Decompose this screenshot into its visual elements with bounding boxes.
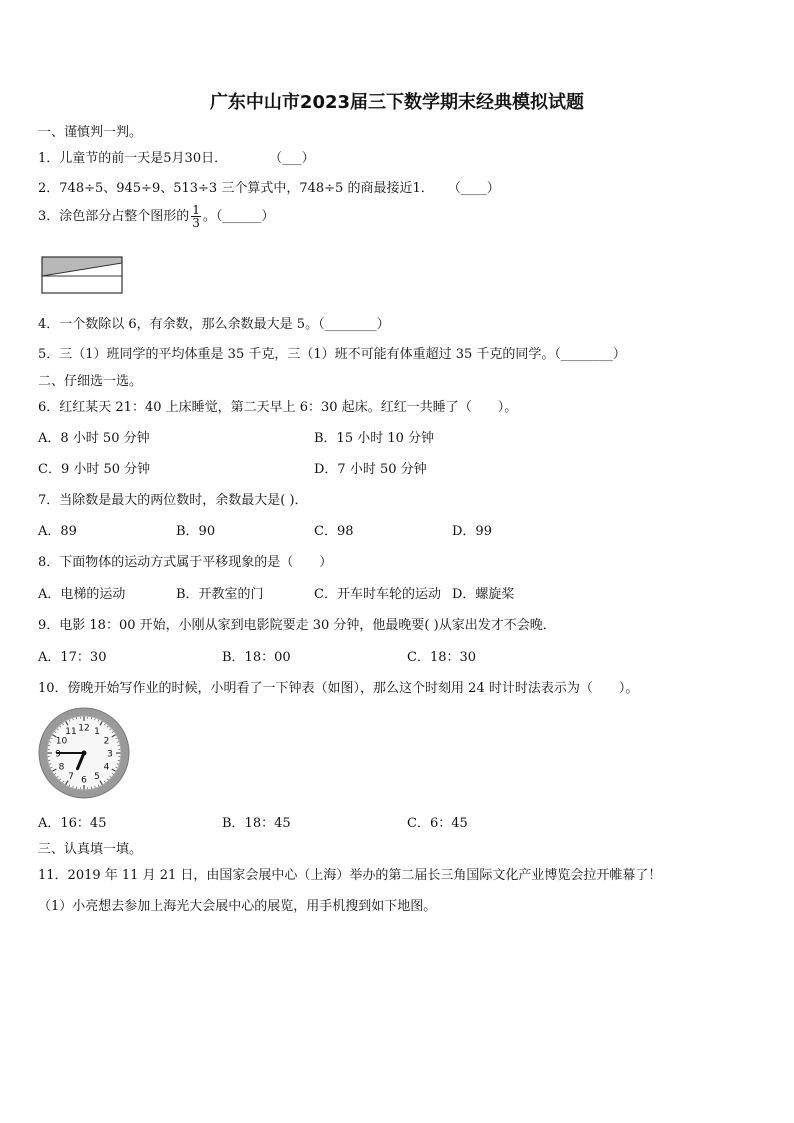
clock-center-pin bbox=[82, 751, 87, 756]
shaded-region bbox=[42, 257, 122, 276]
clock-number: 8 bbox=[58, 762, 65, 773]
question-1-answer-paren: （___） bbox=[269, 151, 315, 166]
clock-number: 3 bbox=[107, 749, 113, 760]
question-1-text: 1．儿童节的前一天是5月30日． bbox=[38, 151, 228, 166]
section-heading-1: 一、谨慎判一判。 bbox=[38, 125, 143, 140]
question-7-option-b: B．90 bbox=[176, 524, 216, 539]
clock-number: 7 bbox=[68, 772, 74, 783]
one-third-fraction bbox=[191, 204, 201, 229]
question-10-option-b: B．18：45 bbox=[222, 816, 291, 831]
question-8-option-d: D．螺旋桨 bbox=[452, 587, 515, 602]
question-11-part-1: （1）小亮想去参加上海光大会展中心的展览，用手机搜到如下地图。 bbox=[38, 899, 437, 914]
fraction-denominator: 3 bbox=[192, 216, 200, 230]
page-title: 广东中山市2023届三下数学期末经典模拟试题 bbox=[209, 92, 585, 113]
section-heading-3: 三、认真填一填。 bbox=[38, 842, 143, 857]
question-11: 11．2019 年 11 月 21 日，由国家会展中心（上海）举办的第二届长三角国际文化产业博览会拉开帷幕了！ bbox=[38, 868, 662, 883]
clock-number: 10 bbox=[55, 736, 68, 747]
question-1 bbox=[38, 147, 315, 166]
clock-number: 2 bbox=[103, 736, 110, 747]
clock-figure bbox=[37, 706, 131, 800]
question-3 bbox=[38, 204, 274, 229]
question-9-option-b: B．18：00 bbox=[222, 650, 291, 665]
question-4: 4．一个数除以 6，有余数，那么余数最大是 5。（________） bbox=[38, 317, 390, 332]
question-8: 8．下面物体的运动方式属于平移现象的是（ ） bbox=[38, 555, 333, 570]
question-3-text: 3．涂色部分占整个图形的 bbox=[38, 209, 190, 224]
question-7-option-a: A．89 bbox=[38, 524, 77, 539]
question-8-option-b: B．开教室的门 bbox=[176, 587, 264, 602]
question-6-option-c: C．9 小时 50 分钟 bbox=[38, 462, 151, 477]
question-7: 7．当除数是最大的两位数时，余数最大是( )． bbox=[38, 493, 308, 508]
question-2 bbox=[38, 177, 500, 196]
question-10-option-a: A．16：45 bbox=[38, 816, 107, 831]
clock-number: 12 bbox=[78, 723, 90, 734]
clock-number: 11 bbox=[65, 726, 77, 737]
question-7-option-d: D．99 bbox=[452, 524, 492, 539]
question-2-answer-paren: （____） bbox=[447, 181, 500, 196]
question-6-option-b: B．15 小时 10 分钟 bbox=[314, 431, 435, 446]
clock-number: 4 bbox=[103, 762, 110, 773]
question-8-option-c: C．开车时车轮的运动 bbox=[314, 587, 441, 602]
question-9-option-a: A．17：30 bbox=[38, 650, 107, 665]
question-10-option-c: C．6：45 bbox=[407, 816, 468, 831]
question-10: 10．傍晚开始写作业的时候，小明看了一下钟表（如图），那么这个时刻用 24 时计时法表示为（ ）。 bbox=[38, 681, 639, 696]
question-6-option-a: A．8 小时 50 分钟 bbox=[38, 431, 150, 446]
question-3-tail: 。（______） bbox=[202, 209, 275, 224]
question-2-text: 2．748÷5、945÷9、513÷3 三个算式中，748÷5 的商最接近1． bbox=[38, 181, 434, 196]
question-7-option-c: C．98 bbox=[314, 524, 354, 539]
question-5: 5．三（1）班同学的平均体重是 35 千克，三（1）班不可能有体重超过 35 千克的同学。（________） bbox=[38, 347, 626, 362]
question-9-option-c: C．18：30 bbox=[407, 650, 477, 665]
shaded-rectangle-figure bbox=[41, 256, 123, 294]
clock-number: 1 bbox=[94, 726, 100, 737]
clock-number: 9 bbox=[55, 749, 61, 760]
clock-number: 5 bbox=[94, 772, 100, 783]
question-8-option-a: A．电梯的运动 bbox=[38, 587, 126, 602]
clock-number: 6 bbox=[81, 775, 87, 786]
question-6: 6．红红某天 21：40 上床睡觉，第二天早上 6：30 起床。红红一共睡了（ ）。 bbox=[38, 400, 518, 415]
fraction-numerator: 1 bbox=[192, 203, 200, 217]
section-heading-2: 二、仔细选一选。 bbox=[38, 374, 143, 389]
question-9: 9．电影 18：00 开始，小刚从家到电影院要走 30 分钟，他最晚要( )从家出发才不会晚． bbox=[38, 618, 556, 633]
question-6-option-d: D．7 小时 50 分钟 bbox=[314, 462, 427, 477]
